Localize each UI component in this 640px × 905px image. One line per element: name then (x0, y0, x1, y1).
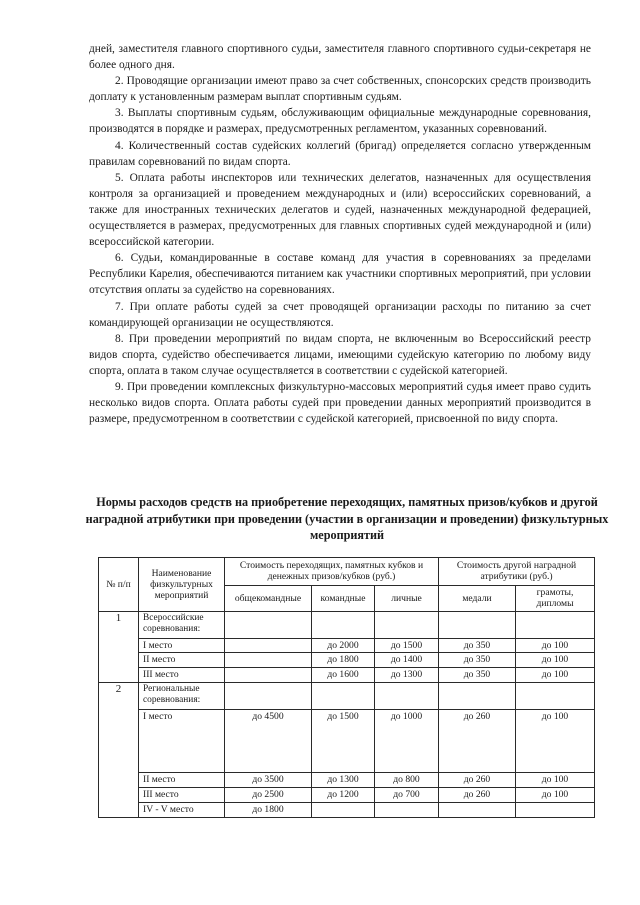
paragraph-9: 9. При проведении комплексных физкультурно-массовых мероприятий судья имеет право судить несколько видов спорта. Оплата работы судей при проведении данных мероприятий производится в размере, предусмотренном в соответствии с судейской категорией, присвоенной по виду спорта. (89, 380, 591, 426)
table-row: I место до 2000 до 1500 до 350 до 100 (99, 638, 595, 653)
table-row: III место до 2500 до 1200 до 700 до 260 до 100 (99, 788, 595, 803)
paragraph-3: 3. Выплаты спортивным судьям, обслуживающим официальные международные соревнования, производятся в порядке и размерах, предусмотренных регламентом, указанных соревнований. (89, 107, 591, 136)
header-medals: медали (439, 585, 516, 612)
header-group-cups: Стоимость переходящих, памятных кубков и денежных призов/кубков (руб.) (225, 558, 439, 586)
place-cell: I место (139, 638, 225, 653)
place-cell: III место (139, 668, 225, 683)
table-title: Нормы расходов средств на приобретение переходящих, памятных призов/кубков и другой наградной атрибутики при проведении (участии в организации и проведении) физкультурных мероприятий (85, 495, 609, 542)
place-cell: IV - V место (139, 803, 225, 818)
place-cell: II место (139, 653, 225, 668)
section-title: Региональные соревнования: (139, 683, 225, 710)
table-row: II место до 3500 до 1300 до 800 до 260 до 100 (99, 773, 595, 788)
paragraph-8: 8. При проведении мероприятий по видам спорта, не включенным во Всероссийский реестр видов спорта, судейство обеспечивается лицами, имеющими судейскую категорию по любому виду спорта, оплата в таком случае осуществляется в соответствии с судейской категорией. (89, 332, 591, 377)
place-cell: II место (139, 773, 225, 788)
section-title: Всероссийские соревнования: (139, 612, 225, 639)
header-group-other: Стоимость другой наградной атрибутики (руб.) (439, 558, 595, 586)
paragraph-2: 2. Проводящие организации имеют право за счет собственных, спонсорских средств производить доплату к установленным размерам выплат спортивным судьям. (89, 75, 591, 104)
header-name: Наименование физкультурных мероприятий (139, 558, 225, 612)
place-cell: I место (139, 709, 225, 773)
paragraph-continuation: дней, заместителя главного спортивного судьи, заместителя главного спортивного судьи-секретаря не более одного дня. (89, 43, 591, 72)
table-row: I место до 4500 до 1500 до 1000 до 260 до 100 (99, 709, 595, 773)
header-row-1 (99, 558, 595, 586)
table-row (99, 612, 595, 639)
paragraph-5: 5. Оплата работы инспекторов или технических делегатов, назначенных для осуществления контроля за организацией и проведением международных и (или) всероссийских соревнований, а также для иностранных технических делегатов и судей, назначенных международной федерацией, осуществляется в размерах, предусмотренных для главных спортивных судей международной и (или) всероссийской категории. (89, 171, 591, 249)
header-diplomas: грамоты, дипломы (516, 585, 595, 612)
table-row: IV - V место до 1800 (99, 803, 595, 818)
header-num: № п/п (99, 558, 139, 612)
header-general-team: общекомандные (225, 585, 312, 612)
header-team: командные (312, 585, 375, 612)
place-cell: III место (139, 788, 225, 803)
section-num: 2 (99, 683, 139, 818)
paragraph-7: 7. При оплате работы судей за счет проводящей организации расходы по питанию за счет командирующей организации не осуществляются. (89, 300, 591, 329)
header-personal: личные (375, 585, 439, 612)
paragraph-6: 6. Судьи, командированные в составе команд для участия в соревнованиях за пределами Республики Карелия, обеспечиваются питанием как участники спортивных мероприятий, при условии отсутствия оплаты за судейство на соревнованиях. (89, 252, 591, 297)
table-row: II место до 1800 до 1400 до 350 до 100 (99, 653, 595, 668)
section-num: 1 (99, 612, 139, 683)
table-row (99, 683, 595, 710)
paragraph-4: 4. Количественный состав судейских коллегий (бригад) определяется согласно утвержденным правилам соревнований по видам спорта. (89, 139, 591, 168)
table-row: III место до 1600 до 1300 до 350 до 100 (99, 668, 595, 683)
body-text (89, 41, 591, 427)
prize-norms-table (98, 557, 595, 818)
